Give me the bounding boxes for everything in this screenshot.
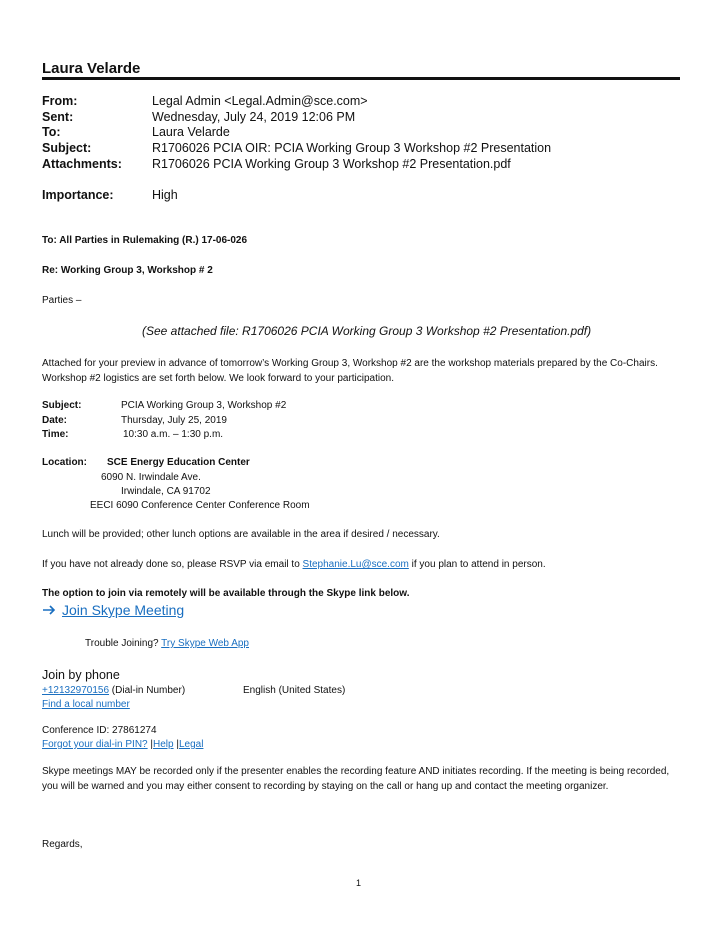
lunch-text: Lunch will be provided; other lunch options are available in the area if desired / necessary. bbox=[42, 529, 440, 540]
re-line: Re: Working Group 3, Workshop # 2 bbox=[42, 265, 213, 276]
attachment-file[interactable]: R1706026 PCIA Working Group 3 Workshop #2 Presentation.pdf bbox=[152, 157, 511, 171]
location-address-1: 6090 N. Irwindale Ave. bbox=[101, 472, 201, 483]
sent-label: Sent: bbox=[42, 110, 74, 124]
help-link[interactable]: Help bbox=[153, 739, 174, 750]
attachments-label: Attachments: bbox=[42, 157, 122, 171]
rsvp-line bbox=[42, 559, 546, 570]
conference-id: Conference ID: 27861274 bbox=[42, 725, 157, 736]
salutation: Parties – bbox=[42, 295, 82, 306]
rsvp-text-before: If you have not already done so, please RSVP via email to bbox=[42, 559, 303, 570]
skype-help-links bbox=[42, 739, 203, 750]
join-skype-meeting-link[interactable]: Join Skype Meeting bbox=[62, 602, 185, 618]
detail-date-value: Thursday, July 25, 2019 bbox=[121, 415, 227, 426]
importance-label: Importance: bbox=[42, 188, 114, 202]
sent-value: Wednesday, July 24, 2019 12:06 PM bbox=[152, 110, 356, 124]
link-separator: | bbox=[173, 739, 179, 750]
subject-label: Subject: bbox=[42, 141, 92, 155]
trouble-joining-line bbox=[85, 638, 249, 649]
find-local-number-link[interactable]: Find a local number bbox=[42, 699, 130, 710]
trouble-joining-text: Trouble Joining? bbox=[85, 638, 162, 649]
location-name: SCE Energy Education Center bbox=[107, 457, 250, 468]
detail-date-label: Date: bbox=[42, 415, 68, 426]
recipient-name: Laura Velarde bbox=[42, 60, 141, 77]
from-label: From: bbox=[42, 94, 78, 108]
detail-time-value: 10:30 a.m. – 1:30 p.m. bbox=[123, 429, 224, 440]
to-label: To: bbox=[42, 125, 61, 139]
location-address-2: Irwindale, CA 91702 bbox=[121, 486, 211, 497]
from-value: Legal Admin <Legal.Admin@sce.com> bbox=[152, 94, 368, 108]
dial-in-label: (Dial-in Number) bbox=[109, 685, 186, 696]
join-by-phone-heading: Join by phone bbox=[42, 668, 120, 682]
closing-regards: Regards, bbox=[42, 839, 83, 850]
dial-in-language: English (United States) bbox=[243, 685, 346, 696]
link-separator: | bbox=[147, 739, 153, 750]
rsvp-email-link[interactable]: Stephanie.Lu@sce.com bbox=[302, 559, 409, 570]
subject-value: R1706026 PCIA OIR: PCIA Working Group 3 Workshop #2 Presentation bbox=[152, 141, 552, 155]
detail-time-label: Time: bbox=[42, 429, 69, 440]
to-value: Laura Velarde bbox=[152, 125, 230, 139]
dial-in-line bbox=[42, 685, 185, 696]
recording-notice: Skype meetings MAY be recorded only if the presenter enables the recording feature AND initiates recording. If the meeting is being recorded, you will be warned and you may either consent to recording by staying on the call or hang up and contact the meeting organizer. bbox=[42, 766, 670, 792]
detail-subject-value: PCIA Working Group 3, Workshop #2 bbox=[121, 400, 287, 411]
header-divider bbox=[42, 77, 680, 80]
importance-value: High bbox=[152, 188, 178, 202]
page-number: 1 bbox=[356, 878, 362, 888]
detail-location-label: Location: bbox=[42, 457, 87, 468]
intro-paragraph: Attached for your preview in advance of tomorrow’s Working Group 3, Workshop #2 are the workshop materials prepared by the Co-Chairs. Workshop #2 logistics are set forth below. We look forward to your participation. bbox=[42, 358, 658, 384]
remote-option-text: The option to join via remotely will be available through the Skype link below. bbox=[42, 588, 410, 599]
to-parties-line: To: All Parties in Rulemaking (R.) 17-06-026 bbox=[42, 235, 248, 246]
location-room: EECI 6090 Conference Center Conference Room bbox=[90, 500, 310, 511]
join-skype-row bbox=[42, 602, 184, 618]
detail-subject-label: Subject: bbox=[42, 400, 82, 411]
right-arrow-icon bbox=[42, 602, 56, 618]
skype-web-app-link[interactable]: Try Skype Web App bbox=[161, 638, 249, 649]
dial-in-number-link[interactable]: +12132970156 bbox=[42, 685, 110, 696]
rsvp-text-after: if you plan to attend in person. bbox=[408, 559, 546, 570]
forgot-pin-link[interactable]: Forgot your dial-in PIN? bbox=[42, 739, 148, 750]
legal-link[interactable]: Legal bbox=[178, 739, 204, 750]
attached-file-note: (See attached file: R1706026 PCIA Working Group 3 Workshop #2 Presentation.pdf) bbox=[142, 324, 592, 338]
